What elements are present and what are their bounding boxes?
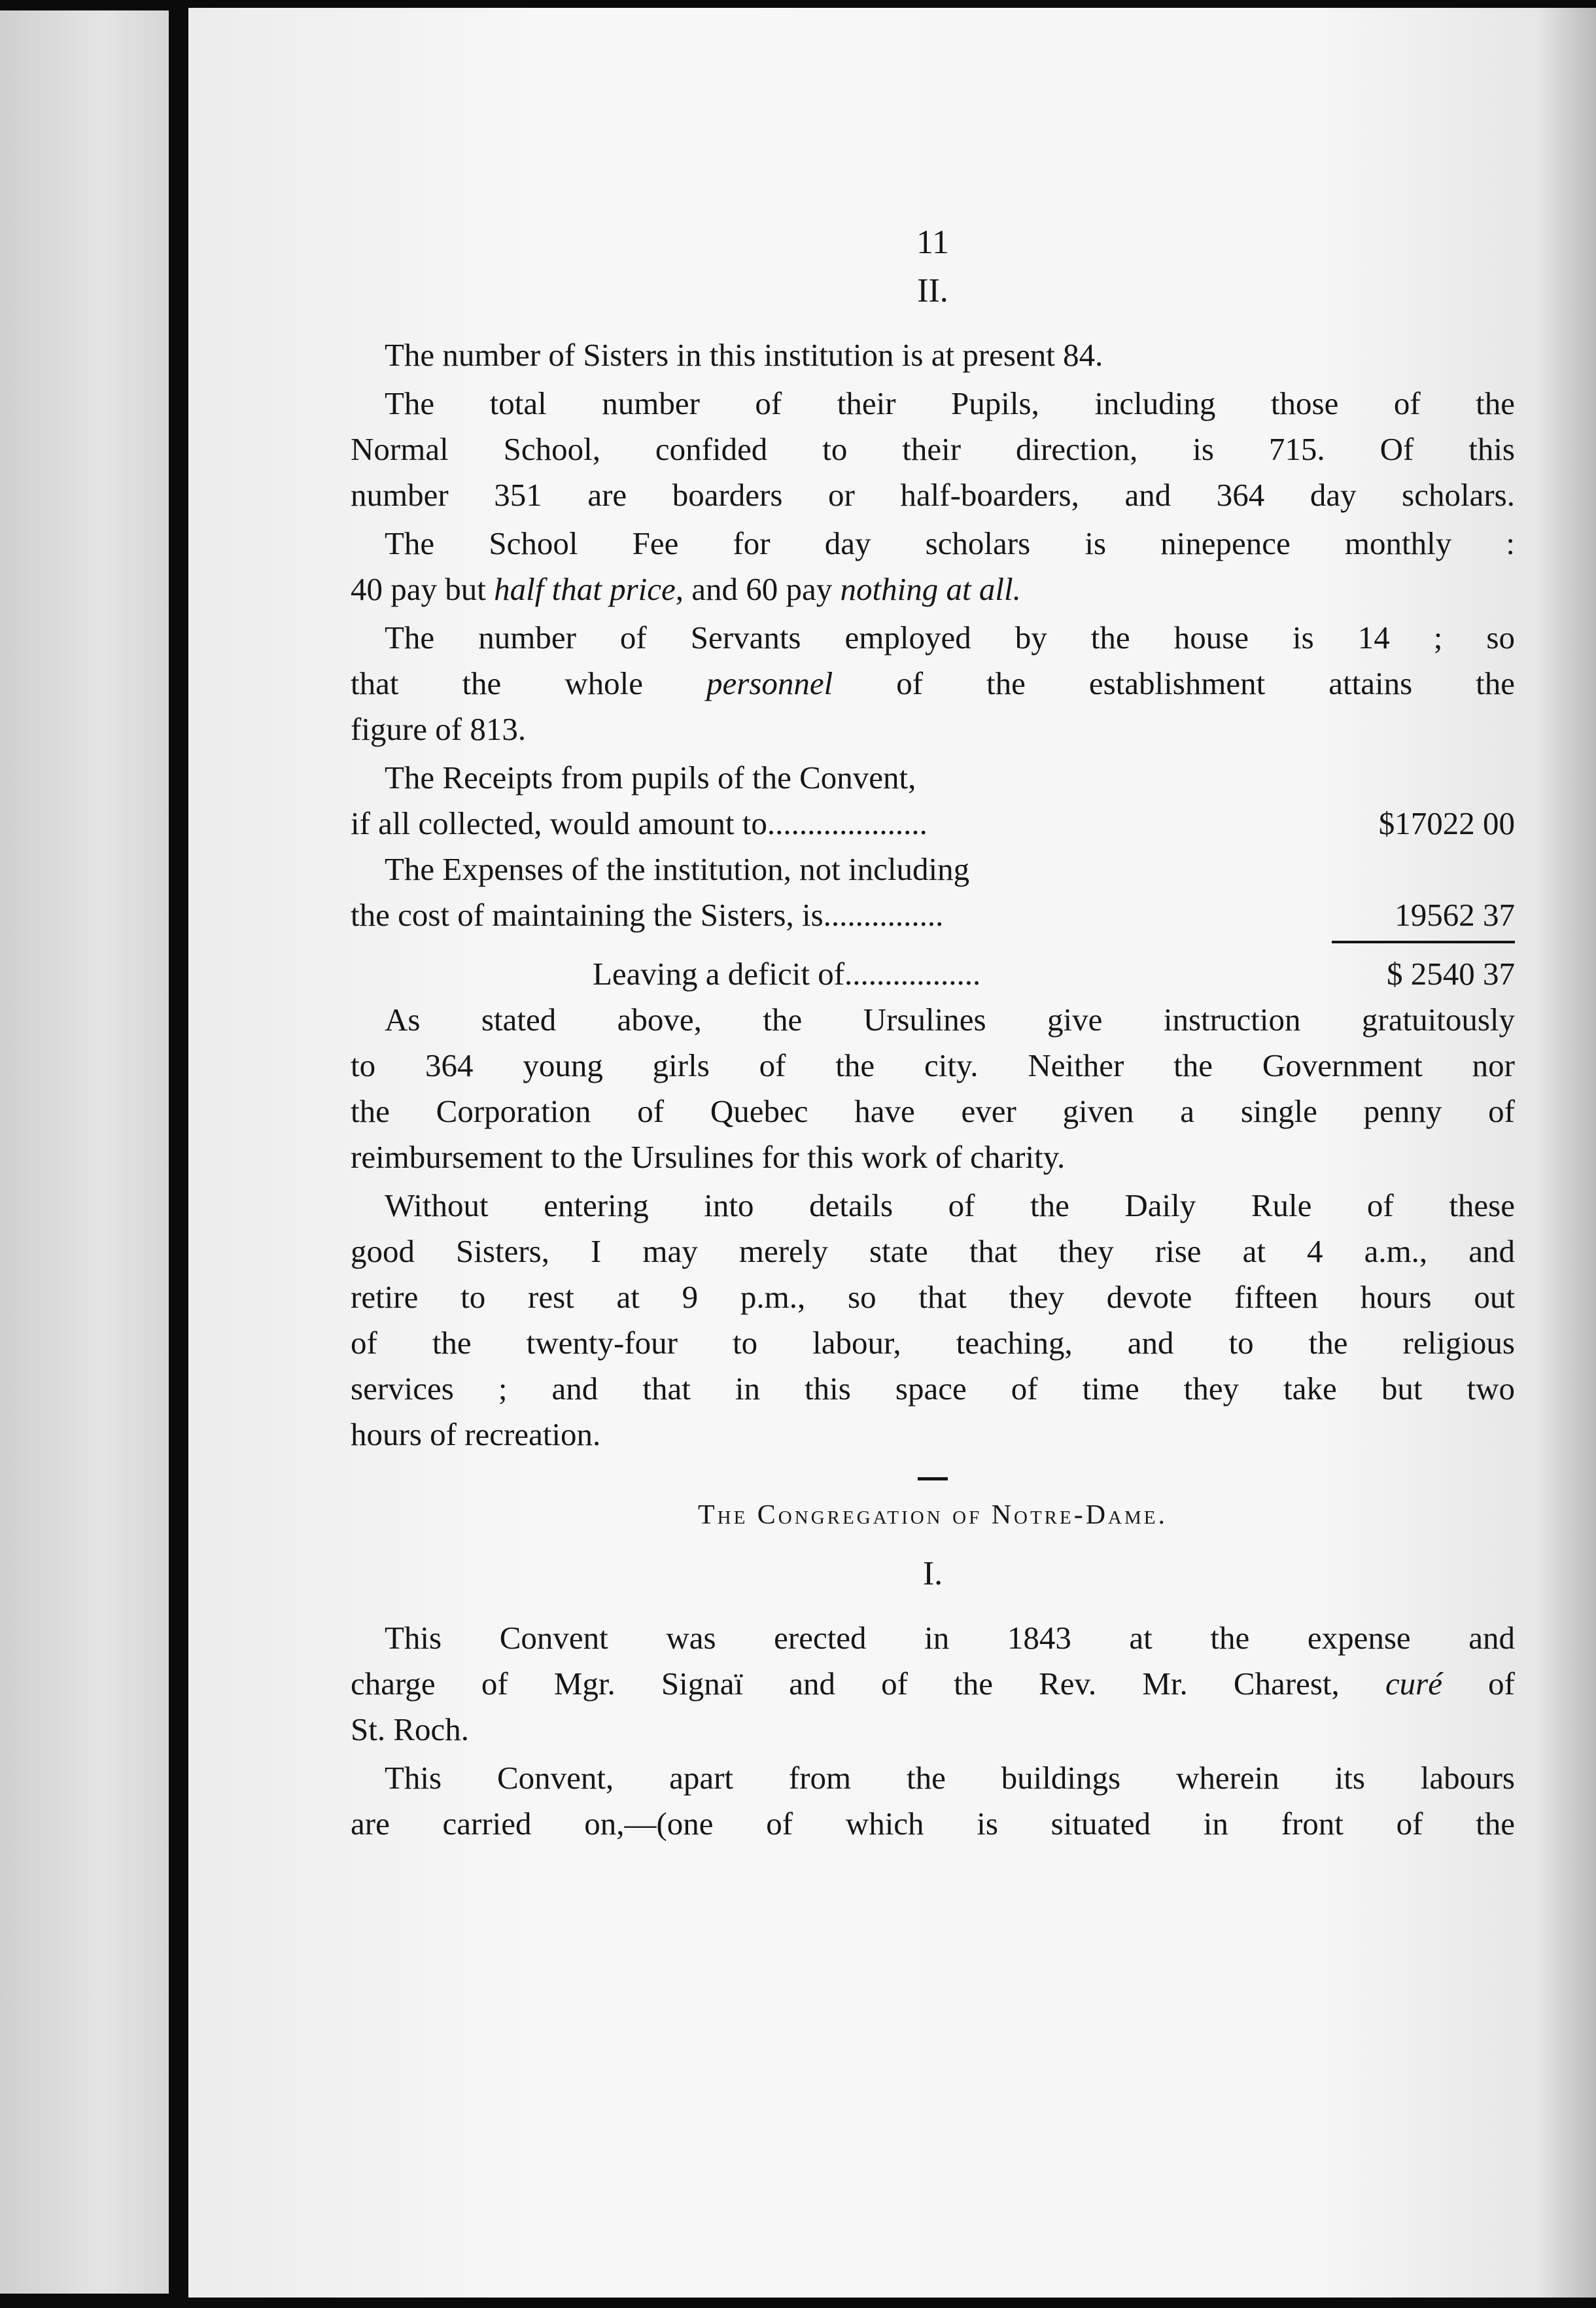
text-run: 40 pay but xyxy=(351,571,494,607)
receipts-amount: $17022 00 xyxy=(1378,805,1515,841)
facing-page-edge xyxy=(0,10,169,2294)
account-row xyxy=(351,801,1515,847)
section-divider xyxy=(918,1477,948,1480)
paragraph-school-fee xyxy=(351,521,1515,612)
text-line: good Sisters, I may merely state that they rise at 4 a.m., and xyxy=(351,1233,1515,1269)
text-line: The School Fee for day scholars is ninepence monthly : xyxy=(385,525,1515,561)
text-run: charge of Mgr. Signaï and of the Rev. Mr. Charest, xyxy=(351,1666,1385,1702)
text-line: The number of Sisters in this institution is at present 84. xyxy=(385,337,1103,373)
paragraph-convent-erected xyxy=(351,1615,1515,1753)
text-run: of the establishment attains the xyxy=(833,665,1515,701)
paragraph-servants xyxy=(351,615,1515,752)
expenses-label: the cost of maintaining the Sisters, is............... xyxy=(351,897,944,933)
account-row xyxy=(351,951,1515,997)
page-number: 11 xyxy=(916,224,950,261)
section-heading-i: I. xyxy=(922,1555,943,1592)
section-heading-ii: II. xyxy=(917,272,948,309)
book-page xyxy=(188,8,1596,2298)
receipts-label: The Receipts from pupils of the Convent, xyxy=(385,760,916,796)
deficit-label: Leaving a deficit of................. xyxy=(593,956,981,992)
italic-text: personnel xyxy=(706,665,833,701)
paragraph-convent-buildings xyxy=(351,1755,1515,1847)
italic-text: nothing at all. xyxy=(840,571,1021,607)
expenses-label: The Expenses of the institution, not including xyxy=(385,851,970,887)
text-run: that the whole xyxy=(351,665,706,701)
text-line xyxy=(351,1661,1515,1707)
italic-text: half that price, xyxy=(494,571,684,607)
account-row xyxy=(351,892,1515,938)
page-gutter-shadow xyxy=(1537,8,1596,2298)
text-line: The number of Servants employed by the house is 14 ; so xyxy=(385,620,1515,656)
text-line: figure of 813. xyxy=(351,711,527,747)
account-row xyxy=(351,755,1515,801)
text-line: are carried on,—(one of which is situated in front of the xyxy=(351,1806,1515,1842)
text-line: St. Roch. xyxy=(351,1711,470,1747)
text-line: of the twenty-four to labour, teaching, and to the religious xyxy=(351,1325,1515,1361)
text-line: retire to rest at 9 p.m., so that they devote fifteen hours out xyxy=(351,1279,1515,1315)
text-line xyxy=(351,567,1515,612)
account-table xyxy=(351,755,1515,997)
deficit-amount: $ 2540 37 xyxy=(1387,956,1515,992)
divider xyxy=(1332,941,1515,943)
text-line: This Convent, apart from the buildings wherein its labours xyxy=(385,1760,1515,1796)
text-line: Normal School, confided to their direction, is 715. Of this xyxy=(351,431,1515,467)
expenses-amount: 19562 37 xyxy=(1395,897,1515,933)
text-line: reimbursement to the Ursulines for this work of charity. xyxy=(351,1139,1066,1175)
account-row xyxy=(351,847,1515,892)
chapter-heading: The Congregation of Notre-Dame. xyxy=(697,1500,1168,1530)
text-line: the Corporation of Quebec have ever given a single penny of xyxy=(351,1093,1515,1129)
text-line xyxy=(351,661,1515,707)
text-line: This Convent was erected in 1843 at the expense and xyxy=(385,1620,1515,1656)
text-line: hours of recreation. xyxy=(351,1416,601,1452)
paragraph-sisters xyxy=(351,332,1515,378)
paragraph-daily-rule xyxy=(351,1183,1515,1458)
text-line: services ; and that in this space of time they take but two xyxy=(351,1371,1515,1407)
text-line: The total number of their Pupils, including those of the xyxy=(385,385,1515,421)
italic-text: curé xyxy=(1385,1666,1443,1702)
text-line: number 351 are boarders or half-boarders, and 364 day scholars. xyxy=(351,477,1515,513)
paragraph-pupils xyxy=(351,381,1515,518)
text-run: of xyxy=(1442,1666,1515,1702)
sum-rule xyxy=(351,938,1515,951)
paragraph-gratuitous xyxy=(351,997,1515,1180)
text-line: As stated above, the Ursulines give instruction gratuitously xyxy=(385,1002,1515,1038)
text-line: Without entering into details of the Daily Rule of these xyxy=(385,1187,1515,1223)
page-text xyxy=(351,204,1515,1849)
text-line: to 364 young girls of the city. Neither the Government nor xyxy=(351,1047,1515,1083)
text-run: and 60 pay xyxy=(684,571,841,607)
receipts-label: if all collected, would amount to.................... xyxy=(351,805,928,841)
